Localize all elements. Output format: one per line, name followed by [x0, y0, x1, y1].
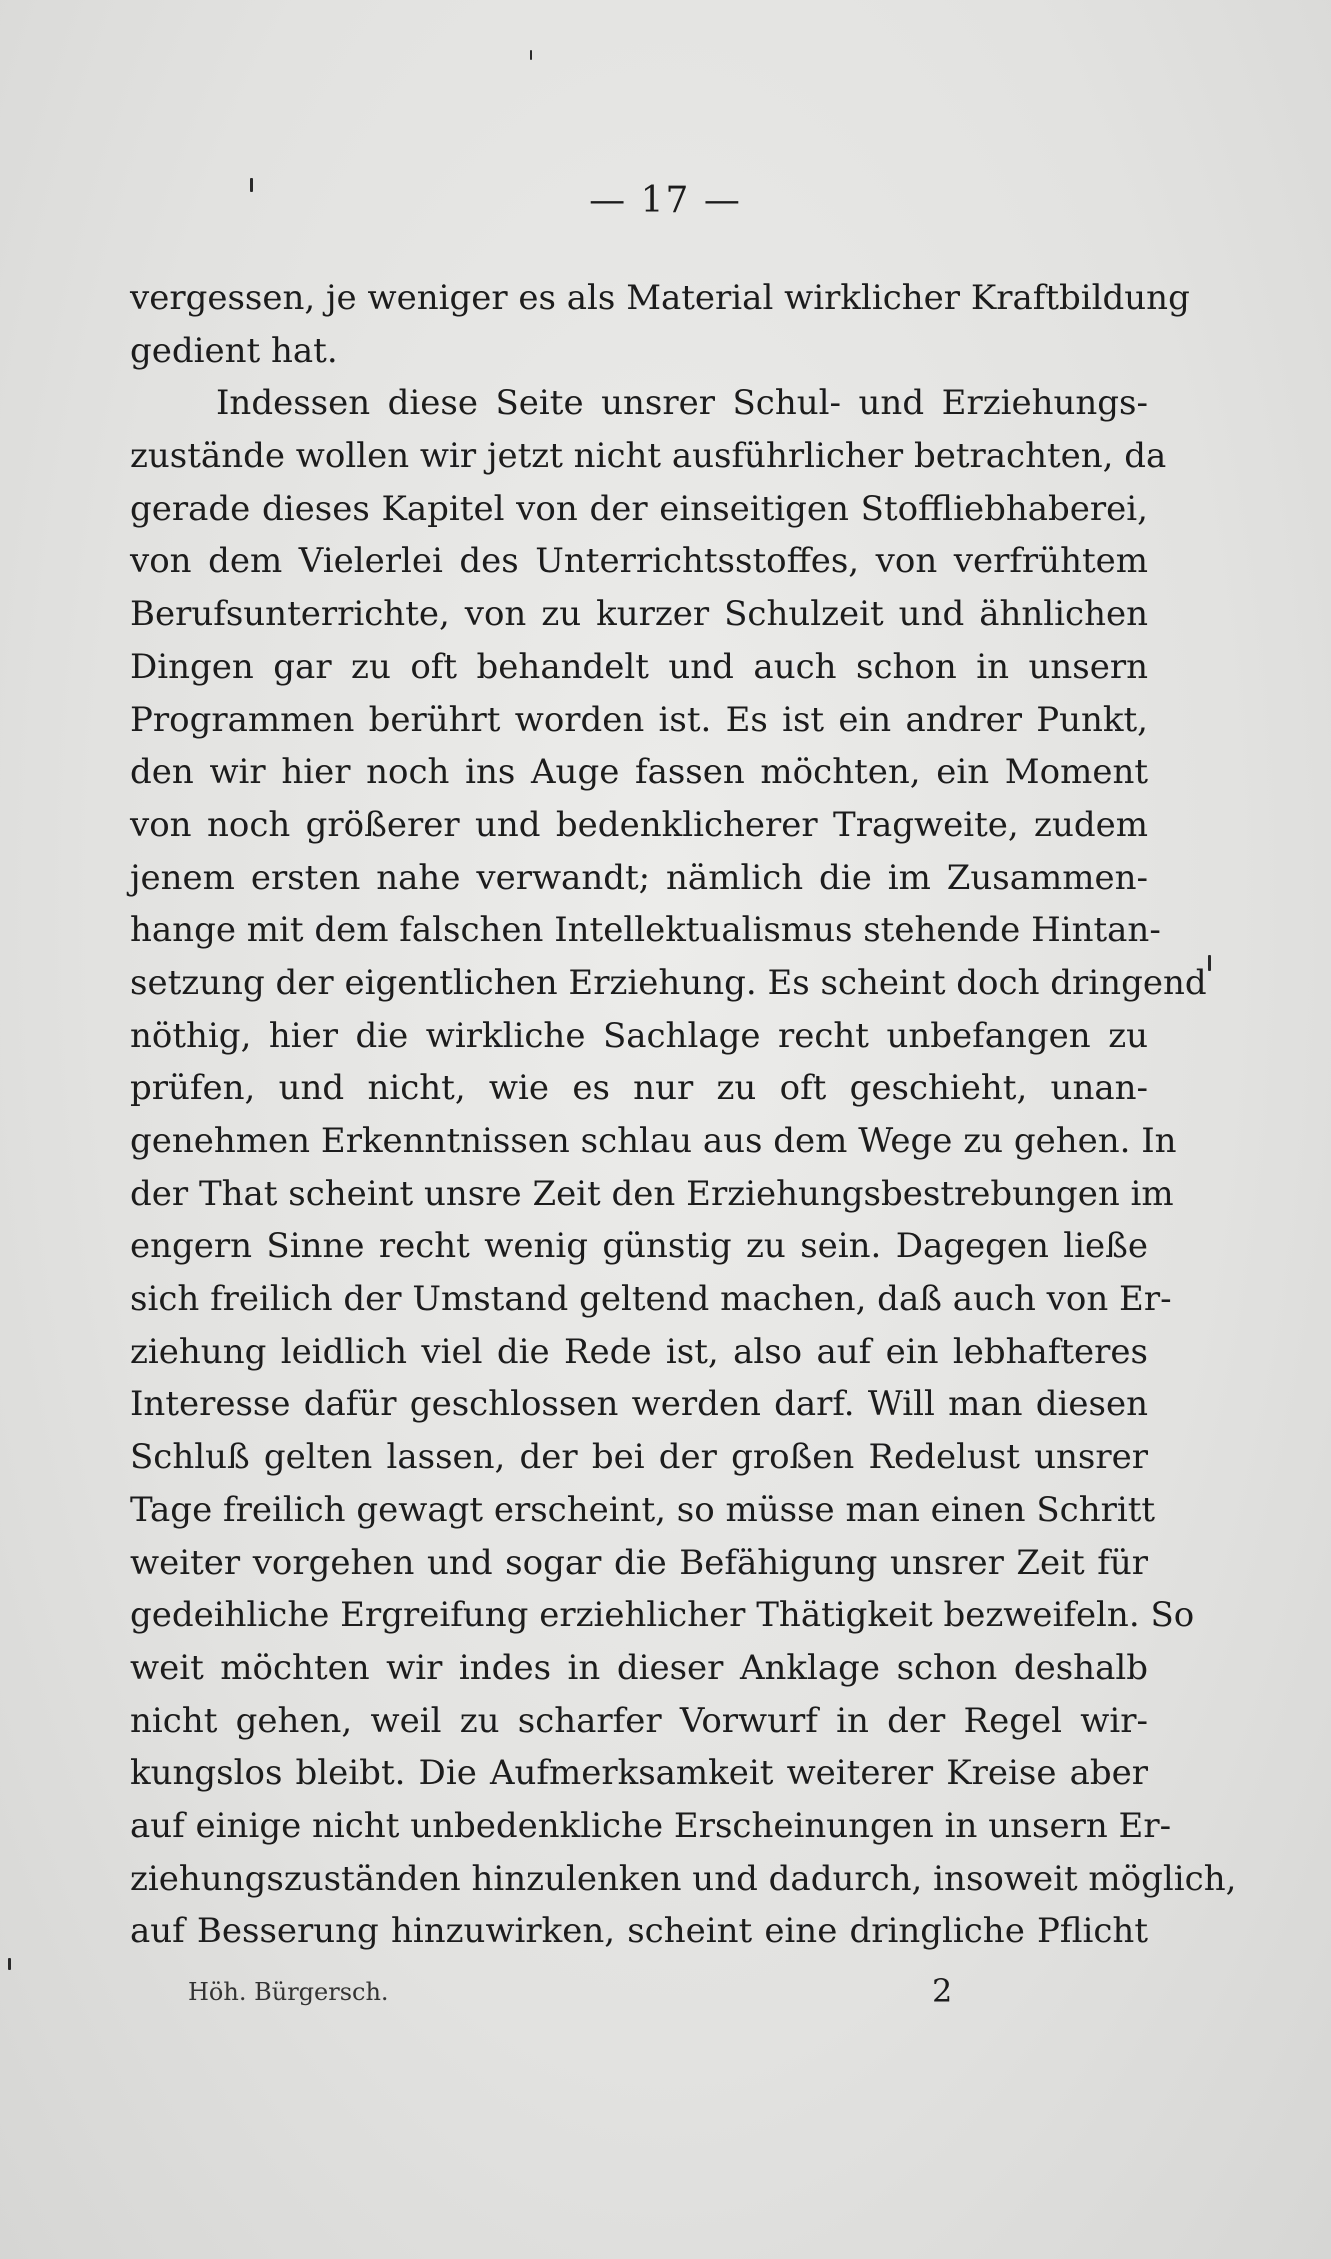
text-line: Berufsunterrichte, von zu kurzer Schulzeit und ähnlichen [130, 594, 1148, 635]
print-speck [8, 1958, 11, 1970]
text-line: von noch größerer und bedenklicherer Tragweite, zudem [130, 804, 1148, 845]
text-line: auf einige nicht unbedenkliche Erscheinungen in unsern Er- [130, 1805, 1172, 1846]
text-line: Dingen gar zu oft behandelt und auch schon in unsern [130, 646, 1148, 687]
text-line: gedient hat. [130, 330, 338, 371]
page-number: — 17 — [589, 180, 742, 221]
text-line: genehmen Erkenntnissen schlau aus dem Wege zu gehen. In [130, 1121, 1177, 1161]
text-line: jenem ersten nahe verwandt; nämlich die im Zusammen- [130, 857, 1148, 898]
text-line: ziehungszuständen hinzulenken und dadurch, insoweit möglich, [130, 1858, 1237, 1899]
text-line: den wir hier noch ins Auge fassen möchten, ein Moment [130, 752, 1148, 793]
text-line: weit möchten wir indes in dieser Anklage schon deshalb [130, 1647, 1148, 1688]
text-line: der That scheint unsre Zeit den Erziehungsbestrebungen im [130, 1173, 1174, 1214]
text-line: gerade dieses Kapitel von der einseitigen Stoffliebhaberei, [130, 488, 1148, 529]
text-line: Schluß gelten lassen, der bei der großen Redelust unsrer [130, 1437, 1148, 1478]
text-line: prüfen, und nicht, wie es nur zu oft geschieht, unan- [130, 1068, 1148, 1109]
text-line: Interesse dafür geschlossen werden darf. Will man diesen [130, 1384, 1148, 1425]
text-line: Programmen berührt worden ist. Es ist ein andrer Punkt, [130, 699, 1148, 740]
print-speck [1208, 955, 1211, 971]
text-line: setzung der eigentlichen Erziehung. Es scheint doch dringend [130, 962, 1207, 1003]
text-line: Indessen diese Seite unsrer Schul- und Erziehungs- [216, 383, 1148, 424]
text-line: zustände wollen wir jetzt nicht ausführlicher betrachten, da [130, 436, 1167, 477]
text-line: gedeihliche Ergreifung erziehlicher Thätigkeit bezweifeln. So [130, 1595, 1195, 1636]
text-line: Tage freilich gewagt erscheint, so müsse man einen Schritt [130, 1489, 1156, 1530]
sheet-number: 2 [932, 1972, 953, 2010]
print-speck [250, 178, 253, 192]
text-line: nicht gehen, weil zu scharfer Vorwurf in der Regel wir- [130, 1700, 1148, 1741]
text-line: von dem Vielerlei des Unterrichtsstoffes, von verfrühtem [130, 541, 1148, 582]
print-speck [530, 50, 532, 60]
text-line: vergessen, je weniger es als Material wirklicher Kraftbildung [130, 278, 1190, 318]
text-line: engern Sinne recht wenig günstig zu sein. Dagegen ließe [130, 1226, 1148, 1267]
text-line: hange mit dem falschen Intellektualismus stehende Hintan- [130, 910, 1161, 951]
signature-mark: Höh. Bürgersch. [188, 1978, 389, 2006]
text-line: sich freilich der Umstand geltend machen, daß auch von Er- [130, 1279, 1172, 1320]
text-line: nöthig, hier die wirkliche Sachlage recht unbefangen zu [130, 1015, 1148, 1056]
text-line: ziehung leidlich viel die Rede ist, also auf ein lebhafteres [130, 1331, 1148, 1372]
text-line: weiter vorgehen und sogar die Befähigung unsrer Zeit für [130, 1542, 1148, 1583]
page-footer [0, 1972, 1331, 2018]
text-line: kungslos bleibt. Die Aufmerksamkeit weiterer Kreise aber [130, 1753, 1148, 1794]
text-line: auf Besserung hinzuwirken, scheint eine dringliche Pflicht [130, 1911, 1148, 1952]
body-text [130, 272, 1237, 1958]
